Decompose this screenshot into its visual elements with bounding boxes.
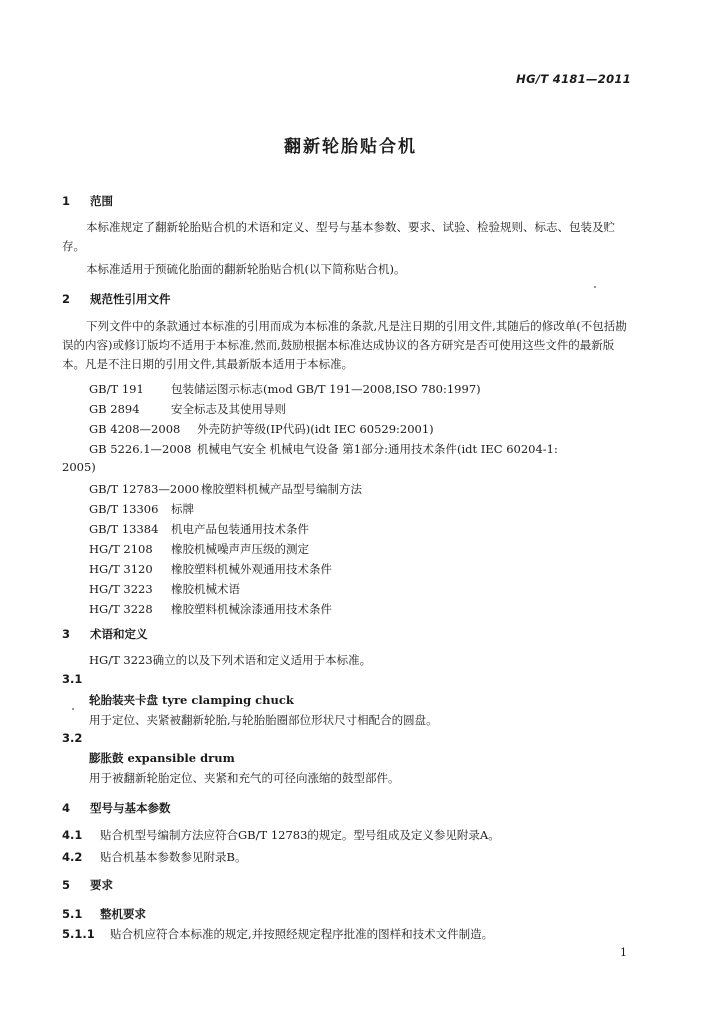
clause-text: 贴合机基本参数参见附录B。 — [100, 850, 247, 864]
section-number: 4 — [62, 801, 71, 815]
page-number: 1 — [620, 946, 627, 959]
reference-title: 包装储运图示标志(mod GB/T 191—2008,ISO 780:1997) — [171, 382, 481, 396]
reference-item — [89, 381, 481, 397]
clause-text: 贴合机应符合本标准的规定,并按照经规定程序批准的图样和技术文件制造。 — [110, 927, 494, 941]
term-definition: 用于定位、夹紧被翻新轮胎,与轮胎胎圈部位形状尺寸相配合的圆盘。 — [89, 713, 438, 727]
scope-paragraph-2: 本标准适用于预硫化胎面的翻新轮胎贴合机(以下简称贴合机)。 — [86, 262, 406, 276]
clause-5-1-heading — [62, 906, 146, 922]
term-heading: 轮胎装夹卡盘 tyre clamping chuck — [89, 693, 294, 707]
reference-code: GB 2894 — [89, 402, 140, 416]
section-number: 5 — [62, 878, 71, 892]
reference-title: 机电产品包装通用技术条件 — [171, 522, 309, 536]
section-2-heading — [62, 291, 171, 307]
clause-text: 贴合机型号编制方法应符合GB/T 12783的规定。型号组成及定义参见附录A。 — [100, 828, 500, 842]
clause-number: 5.1.1 — [62, 927, 95, 941]
reference-code: HG/T 3228 — [89, 602, 153, 616]
reference-title: 橡胶塑料机械产品型号编制方法 — [201, 482, 362, 496]
reference-code: GB 5226.1—2008 — [89, 442, 192, 456]
reference-title: 标牌 — [171, 502, 194, 516]
reference-code: GB 4208—2008 — [89, 422, 181, 436]
reference-code: HG/T 2108 — [89, 542, 153, 556]
reference-title: 橡胶塑料机械外观通用技术条件 — [171, 562, 332, 576]
section-4-heading — [62, 800, 171, 816]
reference-code: GB/T 191 — [89, 382, 144, 396]
reference-code: GB/T 13306 — [89, 502, 159, 516]
section-number: 1 — [62, 194, 71, 208]
clause-number: 4.2 — [62, 850, 83, 864]
section-5-heading — [62, 877, 113, 893]
section-title: 术语和定义 — [90, 627, 148, 641]
section-title: 型号与基本参数 — [90, 801, 171, 815]
term-number: 3.1 — [62, 672, 83, 686]
reference-code: HG/T 3120 — [89, 562, 153, 576]
reference-item — [89, 481, 362, 497]
reference-item — [89, 421, 434, 437]
section-number: 2 — [62, 292, 71, 306]
section-1-heading — [62, 193, 113, 209]
normative-references-paragraph: 下列文件中的条款通过本标准的引用而成为本标准的条款,凡是注日期的引用文件,其随后的修改单(不包括勘误的内容)或修订版均不适用于本标准,然而,鼓励根据本标准达成协议的各方研究是否可使用这些文件的最新版本。凡是不注日期的引用文件,其最新版本适用于本标准。 — [62, 319, 627, 371]
scope-paragraph-1: 本标准规定了翻新轮胎贴合机的术语和定义、型号与基本参数、要求、试验、检验规则、标志、包装及贮存。 — [62, 220, 615, 253]
reference-item — [89, 441, 558, 457]
terms-intro-paragraph: HG/T 3223确立的以及下列术语和定义适用于本标准。 — [89, 653, 372, 667]
clause-5-1-1 — [62, 926, 493, 942]
section-title: 要求 — [90, 878, 113, 892]
reference-code: HG/T 3223 — [89, 582, 153, 596]
reference-item — [89, 581, 240, 597]
reference-item — [89, 561, 332, 577]
section-title: 范围 — [90, 194, 113, 208]
clause-number: 5.1 — [62, 907, 83, 921]
reference-title: 橡胶机械术语 — [171, 582, 240, 596]
reference-title: 橡胶塑料机械涂漆通用技术条件 — [171, 602, 332, 616]
reference-title: 机械电气安全 机械电气设备 第1部分:通用技术条件(idt IEC 60204-1: — [197, 442, 558, 456]
reference-item — [89, 401, 286, 417]
reference-code: GB/T 12783—2000 — [89, 482, 200, 496]
reference-item — [89, 541, 309, 557]
term-number: 3.2 — [62, 731, 83, 745]
standard-number: HG/T 4181—2011 — [516, 72, 631, 86]
clause-4-2 — [62, 849, 246, 865]
reference-item — [89, 501, 194, 517]
reference-code: GB/T 13384 — [89, 522, 159, 536]
reference-title-continuation: 2005) — [62, 460, 96, 474]
scan-speck — [72, 708, 74, 710]
clause-number: 4.1 — [62, 828, 83, 842]
document-title: 翻新轮胎贴合机 — [284, 137, 417, 157]
reference-title: 安全标志及其使用导则 — [171, 402, 286, 416]
section-number: 3 — [62, 627, 71, 641]
clause-4-1 — [62, 827, 500, 843]
section-3-heading — [62, 626, 148, 642]
term-heading: 膨胀鼓 expansible drum — [89, 751, 235, 765]
term-definition: 用于被翻新轮胎定位、夹紧和充气的可径向涨缩的鼓型部件。 — [89, 771, 400, 785]
reference-item — [89, 601, 332, 617]
reference-title: 橡胶机械噪声声压级的测定 — [171, 542, 309, 556]
scan-speck — [594, 286, 596, 288]
section-title: 规范性引用文件 — [90, 292, 171, 306]
clause-title: 整机要求 — [100, 907, 146, 921]
reference-title: 外壳防护等级(IP代码)(idt IEC 60529:2001) — [197, 422, 434, 436]
reference-item — [89, 521, 309, 537]
